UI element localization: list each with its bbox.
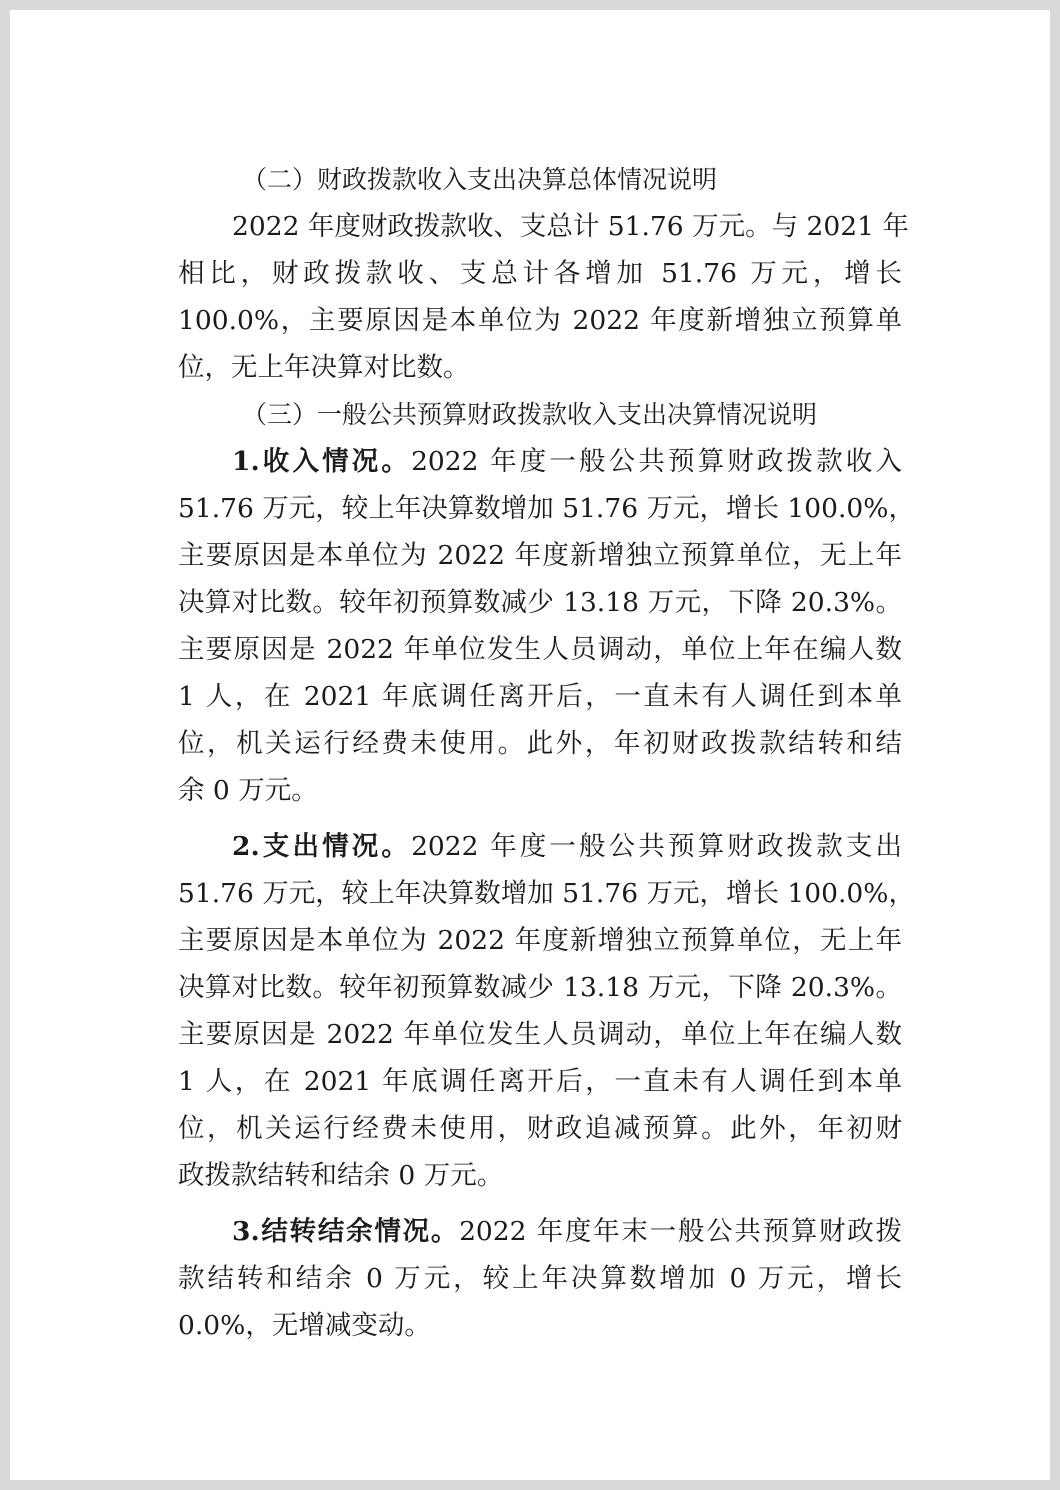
expense-paragraph <box>178 823 915 1199</box>
paragraph-line: 位，机关运行经费未使用，财政追减预算。此外，年初财 <box>178 1113 902 1144</box>
income-first-line: 2022 年度一般公共预算财政拨款收入 <box>411 446 902 477</box>
paragraph-line: 决算对比数。较年初预算数减少 13.18 万元，下降 20.3%。 <box>178 972 902 1003</box>
paragraph-line: 款结转和结余 0 万元，较上年决算数增加 0 万元，增长 <box>178 1263 902 1294</box>
paragraph-line: 51.76 万元，较上年决算数增加 51.76 万元，增长 100.0%， <box>178 878 915 909</box>
paragraph-line: 51.76 万元，较上年决算数增加 51.76 万元，增长 100.0%， <box>178 493 915 524</box>
paragraph-line: 主要原因是本单位为 2022 年度新增独立预算单位，无上年 <box>178 925 902 956</box>
paragraph-line: 主要原因是 2022 年单位发生人员调动，单位上年在编人数 <box>178 1019 902 1050</box>
paragraph-line: 2022 年度财政拨款收、支总计 51.76 万元。与 2021 年 <box>232 211 909 242</box>
section-2-paragraph <box>178 203 909 391</box>
paragraph-line <box>178 1208 902 1255</box>
expense-lead: 2.支出情况。 <box>232 831 412 862</box>
carryover-paragraph <box>178 1208 902 1349</box>
income-lead: 1.收入情况。 <box>232 446 412 477</box>
paragraph-line <box>178 438 902 485</box>
section-heading-2: （二）财政拨款收入支出决算总体情况说明 <box>242 165 718 194</box>
expense-first-line: 2022 年度一般公共预算财政拨款支出 <box>411 831 902 862</box>
paragraph-line: 1 人，在 2021 年底调任离开后，一直未有人调任到本单 <box>178 1066 902 1097</box>
paragraph-line: 位，机关运行经费未使用。此外，年初财政拨款结转和结 <box>178 728 902 759</box>
paragraph-line: 主要原因是 2022 年单位发生人员调动，单位上年在编人数 <box>178 634 902 665</box>
paragraph-line: 位，无上年决算对比数。 <box>178 352 470 383</box>
paragraph-line: 相比，财政拨款收、支总计各增加 51.76 万元，增长 <box>178 258 902 289</box>
paragraph-line: 0.0%，无增减变动。 <box>178 1310 431 1341</box>
paragraph-line: 余 0 万元。 <box>178 775 318 806</box>
income-paragraph <box>178 438 915 814</box>
paragraph-line: 政拨款结转和结余 0 万元。 <box>178 1160 504 1191</box>
document-body <box>178 156 915 1349</box>
paragraph-line <box>178 823 902 870</box>
section-heading-3: （三）一般公共预算财政拨款收入支出决算情况说明 <box>242 400 818 429</box>
paragraph-line: 主要原因是本单位为 2022 年度新增独立预算单位，无上年 <box>178 540 902 571</box>
paragraph-line: 1 人，在 2021 年底调任离开后，一直未有人调任到本单 <box>178 681 902 712</box>
paragraph-line: 100.0%，主要原因是本单位为 2022 年度新增独立预算单 <box>178 305 902 336</box>
carryover-lead: 3.结转结余情况。 <box>232 1216 460 1247</box>
carryover-first-line: 2022 年度年末一般公共预算财政拨 <box>459 1216 902 1247</box>
paragraph-line: 决算对比数。较年初预算数减少 13.18 万元，下降 20.3%。 <box>178 587 902 618</box>
